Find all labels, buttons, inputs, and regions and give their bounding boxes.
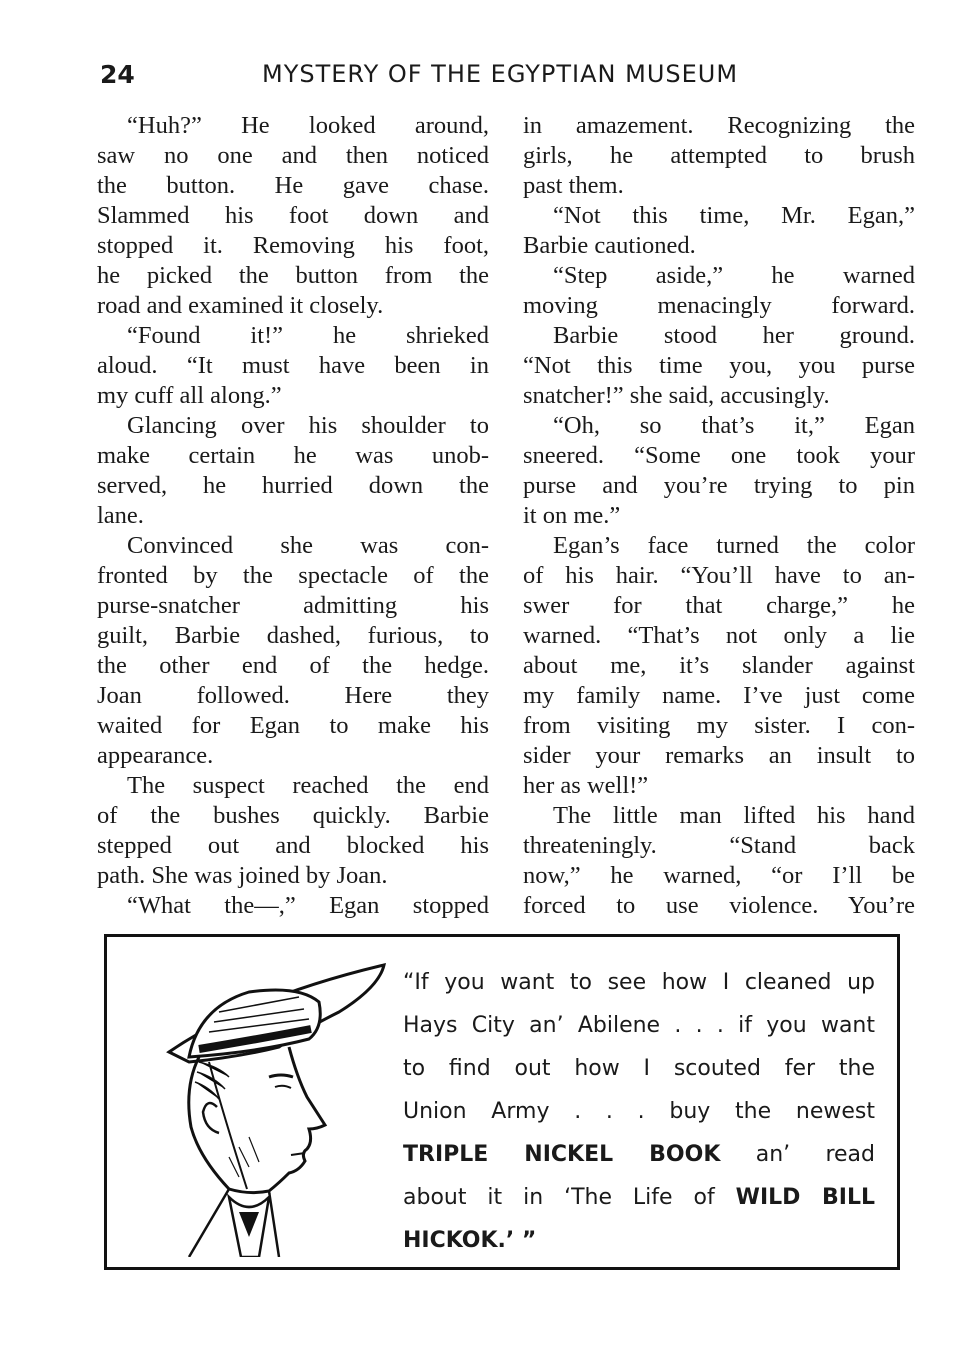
advertisement-text: [403, 961, 875, 1262]
text-line: girls, he attempted to brush: [523, 142, 915, 169]
ad-text-segment: about it in ‘The Life of: [403, 1185, 736, 1210]
text-line: appearance.: [97, 742, 214, 769]
text-line: he picked the button from the: [97, 262, 489, 289]
text-line: make certain he was unob-: [97, 442, 489, 469]
left-column: [97, 111, 489, 921]
text-line: guilt, Barbie dashed, furious, to: [97, 622, 489, 649]
text-line: Glancing over his shoulder to: [127, 412, 489, 439]
text-line: “Not this time you, you purse: [523, 352, 915, 379]
text-line: Convinced she was con-: [127, 532, 489, 559]
text-line: the button. He gave chase.: [97, 172, 489, 199]
text-line: her as well!”: [523, 772, 649, 799]
text-line: Barbie stood her ground.: [553, 322, 915, 349]
ad-line: [403, 1004, 875, 1047]
right-column: [523, 111, 915, 921]
text-line: moving menacingly forward.: [523, 292, 915, 319]
advertisement-box: [104, 934, 900, 1270]
text-line: “Oh, so that’s it,” Egan: [553, 412, 915, 439]
text-line: “Not this time, Mr. Egan,”: [553, 202, 915, 229]
text-line: saw no one and then noticed: [97, 142, 489, 169]
text-line: of his hair. “You’ll have to an-: [523, 562, 915, 589]
text-line: “Step aside,” he warned: [553, 262, 915, 289]
text-line: lane.: [97, 502, 144, 529]
ad-line: [403, 1176, 875, 1219]
text-line: waited for Egan to make his: [97, 712, 489, 739]
ad-text-segment: “If you want to see how I cleaned up: [403, 970, 875, 995]
page-number: 24: [100, 60, 135, 89]
ad-text-segment: Union Army . . . buy the newest: [403, 1099, 875, 1124]
text-line: purse and you’re trying to pin: [523, 472, 915, 499]
text-line: threateningly. “Stand back: [523, 832, 915, 859]
ad-bold-text: HICKOK.’ ”: [403, 1228, 537, 1253]
text-line: The suspect reached the end: [127, 772, 489, 799]
text-line: swer for that charge,” he: [523, 592, 915, 619]
text-line: my cuff all along.”: [97, 382, 282, 409]
text-line: Egan’s face turned the color: [553, 532, 915, 559]
text-line: fronted by the spectacle of the: [97, 562, 489, 589]
ad-text-segment: Hays City an’ Abilene . . . if you want: [403, 1013, 875, 1038]
text-line: of the bushes quickly. Barbie: [97, 802, 489, 829]
ad-line: [403, 1219, 875, 1262]
text-line: Joan followed. Here they: [97, 682, 489, 709]
ad-line: [403, 1047, 875, 1090]
text-line: “Huh?” He looked around,: [127, 112, 489, 139]
text-line: stepped out and blocked his: [97, 832, 489, 859]
ad-line: [403, 961, 875, 1004]
ad-text-segment: an’ read: [720, 1142, 876, 1167]
ad-line: [403, 1090, 875, 1133]
cowboy-portrait-icon: [129, 957, 399, 1257]
text-line: about me, it’s slander against: [523, 652, 915, 679]
text-line: past them.: [523, 172, 624, 199]
text-line: the other end of the hedge.: [97, 652, 489, 679]
text-line: purse-snatcher admitting his: [97, 592, 489, 619]
text-line: forced to use violence. You’re: [523, 892, 915, 919]
page-header: [100, 60, 915, 100]
text-line: sider your remarks an insult to: [523, 742, 915, 769]
text-line: stopped it. Removing his foot,: [97, 232, 489, 259]
text-line: road and examined it closely.: [97, 292, 384, 319]
text-line: from visiting my sister. I con-: [523, 712, 915, 739]
ad-bold-text: TRIPLE NICKEL BOOK: [403, 1142, 721, 1167]
text-line: “Found it!” he shrieked: [127, 322, 489, 349]
ad-line: [403, 1133, 875, 1176]
text-line: snatcher!” she said, accusingly.: [523, 382, 830, 409]
text-line: Slammed his foot down and: [97, 202, 489, 229]
text-line: “What the—,” Egan stopped: [127, 892, 489, 919]
text-line: Barbie cautioned.: [523, 232, 696, 259]
text-line: in amazement. Recognizing the: [523, 112, 915, 139]
text-line: sneered. “Some one took your: [523, 442, 915, 469]
text-line: served, he hurried down the: [97, 472, 489, 499]
text-line: path. She was joined by Joan.: [97, 862, 388, 889]
text-line: my family name. I’ve just come: [523, 682, 915, 709]
running-title: MYSTERY OF THE EGYPTIAN MUSEUM: [262, 60, 739, 88]
ad-text-segment: to find out how I scouted fer the: [403, 1056, 875, 1081]
text-line: warned. “That’s not only a lie: [523, 622, 915, 649]
text-line: it on me.”: [523, 502, 621, 529]
ad-bold-text: WILD BILL: [735, 1185, 875, 1210]
text-line: now,” he warned, “or I’ll be: [523, 862, 915, 889]
text-line: The little man lifted his hand: [553, 802, 915, 829]
text-line: aloud. “It must have been in: [97, 352, 489, 379]
